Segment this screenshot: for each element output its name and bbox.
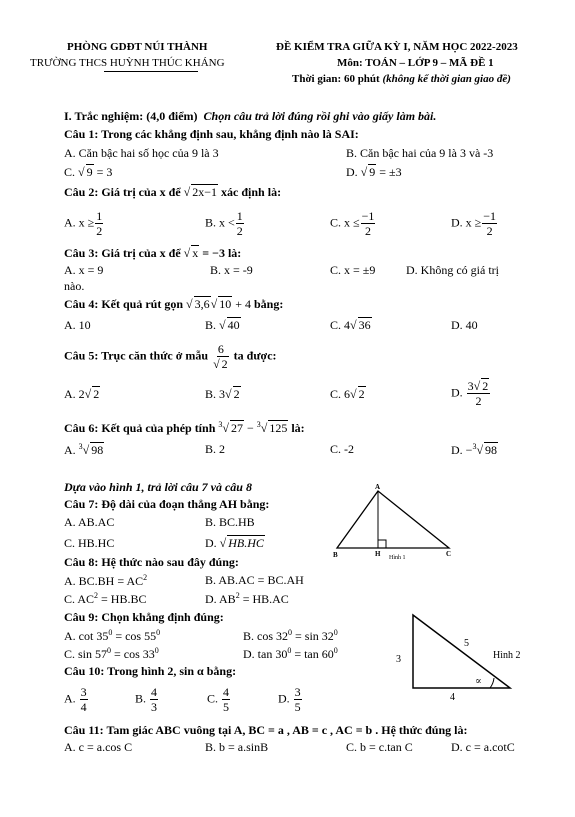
q6-option-c: C. -2 xyxy=(330,442,354,456)
exam-time: Thời gian: 60 phút (không kể thời gian giao đề) xyxy=(292,73,511,85)
q9-option-b: B. $\cos 32^0 = \sin 32^0$ xyxy=(243,628,338,643)
q7-stem: Câu 7: Độ dài của đoạn thẳng AH bằng: xyxy=(64,497,270,511)
angle-arc xyxy=(490,678,494,688)
q11-option-b: B. b = a.sinB xyxy=(205,740,269,754)
q4-option-d: D. 40 xyxy=(451,318,478,332)
alpha-label: ∝ xyxy=(475,676,482,687)
q6-stem: Câu 6: Kết quả của phép tính $^3$√ 27 − $^3$√ 125 là: xyxy=(64,420,305,435)
label-b: B xyxy=(333,551,338,559)
q5-option-d: D. $\frac{3√ 2}{2}$ xyxy=(451,379,489,408)
q7-option-c: C. HB.HC xyxy=(64,536,115,550)
side-bottom-label: 4 xyxy=(450,692,455,703)
q1-option-b: B. Căn bậc hai của 9 là 3 và -3 xyxy=(346,146,494,160)
label-a: A xyxy=(375,483,381,491)
q3-option-d: D. Không có giá trị xyxy=(406,263,499,277)
q4-option-c: C. 4√ 36 xyxy=(330,318,371,332)
q11-option-c: C. b = c.tan C xyxy=(346,740,413,754)
school-name: TRƯỜNG THCS HUỲNH THÚC KHÁNG xyxy=(30,57,225,69)
q11-stem: Câu 11: Tam giác ABC vuông tại A, BC = a , AB = c , AC = b . Hệ thức đúng là: xyxy=(64,723,468,737)
q6-option-b: B. 2 xyxy=(205,442,226,456)
q1-option-a: A. Căn bậc hai số học của 9 là 3 xyxy=(64,146,219,160)
q4-option-a: A. 10 xyxy=(64,318,91,332)
q9-option-a: A. $\cot 35^0 = \cos 55^0$ xyxy=(64,628,161,643)
figure-1-caption: Hình 1 xyxy=(389,555,406,561)
dept-name: PHÒNG GDĐT NÚI THÀNH xyxy=(67,41,208,53)
q5-option-a: A. 2√ 2 xyxy=(64,387,100,401)
q6-option-d: D. −$^3$√ 98 xyxy=(451,442,498,457)
q10-option-d: D. $\frac{3}{5}$ xyxy=(278,685,301,714)
side-hyp-label: 5 xyxy=(464,638,469,649)
figure-2-caption: Hình 2 xyxy=(493,650,521,661)
q9-option-d: D. $\tan 30^0 = \tan 60^0$ xyxy=(243,646,338,661)
q10-option-c: C. $\frac{4}{5}$ xyxy=(207,685,230,714)
q2-stem: Câu 2: Giá trị của x để √ 2x−1 xác định là: xyxy=(64,185,282,199)
q1-option-c: C. √ 9 = 3 xyxy=(64,165,113,179)
q5-stem: Câu 5: Trục căn thức ở mẫu $\frac{6}{√ 2}$ ta được: xyxy=(64,342,277,371)
figure-1 xyxy=(325,480,465,565)
q7-option-b: B. BC.HB xyxy=(205,515,255,529)
q9-option-c: C. $\sin 57^0 = \cos 33^0$ xyxy=(64,646,159,661)
q5-option-c: C. 6√ 2 xyxy=(330,387,365,401)
q2-option-d: D. x ≥ $\frac{-1}{2}$ xyxy=(451,209,497,238)
q8-option-a: A. $BC.BH = AC^2$ xyxy=(64,573,148,588)
q10-stem: Câu 10: Trong hình 2, sin α bằng: xyxy=(64,664,237,678)
exam-subject: Môn: TOÁN – LỚP 9 – MÃ ĐỀ 1 xyxy=(337,57,494,69)
q7-option-a: A. AB.AC xyxy=(64,515,115,529)
q11-option-a: A. c = a.cos C xyxy=(64,740,133,754)
label-h: H xyxy=(375,550,381,558)
q9-stem: Câu 9: Chọn khẳng định đúng: xyxy=(64,610,224,624)
exam-title: ĐỀ KIỂM TRA GIỮA KỲ I, NĂM HỌC 2022-2023 xyxy=(276,41,518,53)
section-title: I. Trắc nghiệm: (4,0 điểm) Chọn câu trả lời đúng rồi ghi vào giấy làm bài. xyxy=(64,109,437,123)
q6-option-a: A. $^3$√ 98 xyxy=(64,442,104,457)
school-underline xyxy=(104,71,198,72)
q3-stem: Câu 3: Giá trị của x để √ x = −3 là: xyxy=(64,246,242,260)
q2-option-b: B. x < $\frac{1}{2}$ xyxy=(205,209,243,238)
q8-stem: Câu 8: Hệ thức nào sau đây đúng: xyxy=(64,555,239,569)
q3-option-b: B. x = -9 xyxy=(210,263,253,277)
q2-option-c: C. x ≤ $\frac{-1}{2}$ xyxy=(330,209,375,238)
q3-option-a: A. x = 9 xyxy=(64,263,104,277)
right-angle-mark xyxy=(378,540,386,548)
q8-option-d: D. $AB^2 = HB.AC$ xyxy=(205,591,289,606)
q3-option-d-cont: nào. xyxy=(64,279,85,293)
q10-option-b: B. $\frac{4}{3}$ xyxy=(135,685,158,714)
q10-option-a: A. $\frac{3}{4}$ xyxy=(64,685,87,714)
q11-option-d: D. c = a.cotC xyxy=(451,740,515,754)
q5-option-b: B. 3√ 2 xyxy=(205,387,240,401)
q2-option-a: A. x ≥ $\frac{1}{2}$ xyxy=(64,209,103,238)
figure-2 xyxy=(390,612,540,702)
q4-stem: Câu 4: Kết quả rút gọn √ 3,6√ 10 + 4 bằng: xyxy=(64,297,284,311)
side-left-label: 3 xyxy=(396,654,401,665)
q7-option-d: D. √ HB.HC xyxy=(205,536,264,550)
triangle-abc xyxy=(337,491,449,548)
figure-intro: Dựa vào hình 1, trả lời câu 7 và câu 8 xyxy=(64,480,252,494)
q8-option-b: B. AB.AC = BC.AH xyxy=(205,573,304,587)
label-c: C xyxy=(446,550,452,558)
q8-option-c: C. $AC^2 = HB.BC$ xyxy=(64,591,147,606)
q1-option-d: D. √ 9 = ±3 xyxy=(346,165,402,179)
q4-option-b: B. √ 40 xyxy=(205,318,240,332)
q3-option-c: C. x = ±9 xyxy=(330,263,376,277)
q1-stem: Câu 1: Trong các khẳng định sau, khẳng định nào là SAI: xyxy=(64,127,359,141)
